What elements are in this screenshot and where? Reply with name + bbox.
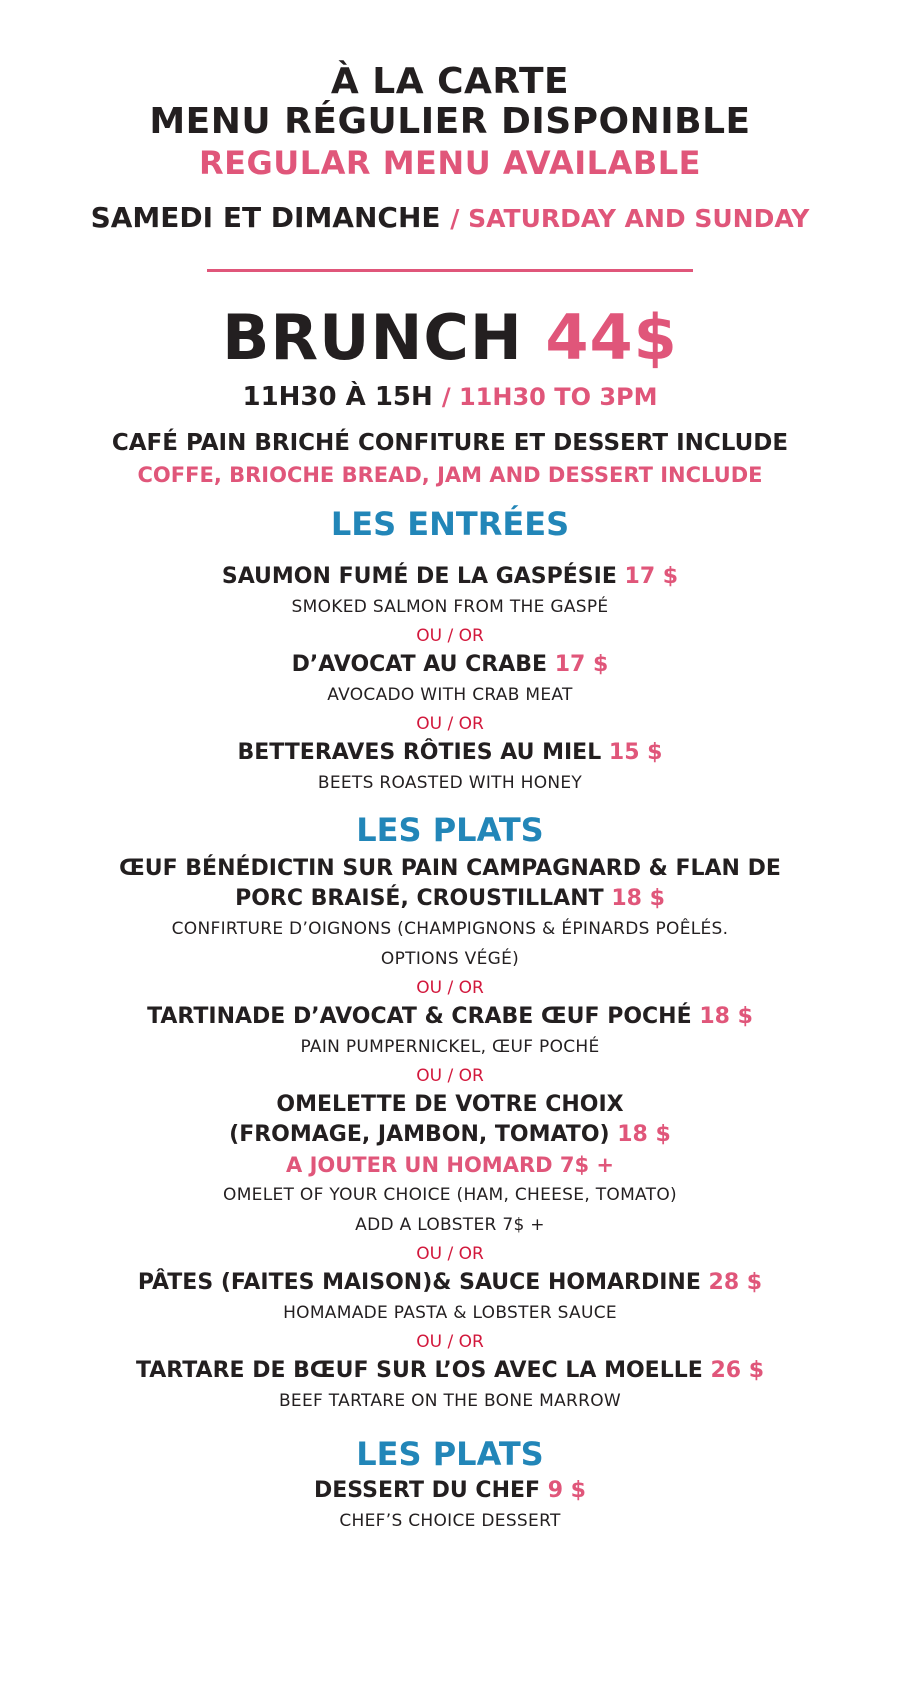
or-separator: OU / OR [416, 626, 484, 646]
item-description: HOMAMADE PASTA & LOBSTER SAUCE [283, 1303, 617, 1323]
brunch-price: 44$ [545, 301, 678, 374]
hours-fr: 11H30 À 15H [242, 382, 433, 412]
days-line [0, 198, 900, 239]
brunch-hours [0, 378, 900, 416]
header-divider [207, 269, 693, 272]
item-description: SMOKED SALMON FROM THE GASPÉ [291, 597, 609, 617]
header-line-regular-menu: REGULAR MENU AVAILABLE [199, 144, 701, 182]
header-line-menu-regulier: MENU RÉGULIER DISPONIBLE [149, 101, 751, 142]
menu-item [0, 1002, 900, 1062]
or-separator: OU / OR [416, 978, 484, 998]
menu-item [0, 562, 900, 622]
plats-list [0, 854, 900, 1416]
includes-en: COFFE, BRIOCHE BREAD, JAM AND DESSERT INCLUDE [137, 463, 763, 487]
item-description: CHEF’S CHOICE DESSERT [339, 1511, 561, 1531]
includes-fr: CAFÉ PAIN BRICHÉ CONFITURE ET DESSERT INCLUDE [111, 430, 789, 456]
item-price: 15 $ [608, 740, 663, 765]
menu-item [0, 854, 900, 974]
item-name: BETTERAVES RÔTIES AU MIEL 15 $ [237, 740, 663, 765]
item-price: 17 $ [624, 564, 679, 589]
item-name: D’AVOCAT AU CRABE 17 $ [291, 652, 609, 677]
or-separator: OU / OR [416, 714, 484, 734]
item-name: PORC BRAISÉ, CROUSTILLANT 18 $ [235, 886, 665, 911]
item-name: SAUMON FUMÉ DE LA GASPÉSIE 17 $ [221, 564, 679, 589]
item-price: 18 $ [699, 1004, 753, 1029]
item-name: DESSERT DU CHEF 9 $ [314, 1478, 586, 1503]
menu-item [0, 1356, 900, 1416]
section-title-entrees: LES ENTRÉES [330, 505, 570, 543]
item-description: OMELET OF YOUR CHOICE (HAM, CHEESE, TOMATO) [223, 1185, 677, 1205]
item-addon: A JOUTER UN HOMARD 7$ + [286, 1153, 614, 1177]
brunch-label: BRUNCH [222, 301, 523, 374]
menu-header [0, 0, 900, 239]
item-price: 17 $ [554, 652, 609, 677]
or-separator: OU / OR [416, 1244, 484, 1264]
item-name: TARTARE DE BŒUF SUR L’OS AVEC LA MOELLE 26 $ [135, 1358, 765, 1383]
item-description: AVOCADO WITH CRAB MEAT [327, 685, 573, 705]
item-description: CONFIRTURE D’OIGNONS (CHAMPIGNONS & ÉPINARDS POÊLÉS. [171, 919, 729, 939]
item-price: 28 $ [708, 1270, 763, 1295]
item-description: ADD A LOBSTER 7$ + [355, 1215, 545, 1235]
brunch-title [0, 302, 900, 374]
hours-en: / 11H30 TO 3PM [441, 383, 658, 411]
days-en: / SATURDAY AND SUNDAY [450, 204, 810, 233]
item-name: OMELETTE DE VOTRE CHOIX [276, 1092, 624, 1117]
section-title-plats: LES PLATS [356, 811, 544, 849]
item-name: PÂTES (FAITES MAISON)& SAUCE HOMARDINE 28 $ [137, 1270, 763, 1295]
item-description: BEEF TARTARE ON THE BONE MARROW [278, 1391, 622, 1411]
header-line-a-la-carte: À LA CARTE [330, 61, 570, 102]
item-price: 18 $ [611, 886, 665, 911]
menu-item [0, 738, 900, 798]
item-price: 18 $ [617, 1122, 671, 1147]
or-separator: OU / OR [416, 1066, 484, 1086]
or-separator: OU / OR [416, 1332, 484, 1352]
item-description: PAIN PUMPERNICKEL, ŒUF POCHÉ [300, 1037, 600, 1057]
brunch-includes [0, 426, 900, 490]
menu-item [0, 1090, 900, 1240]
menu-item [0, 1476, 900, 1536]
days-fr: SAMEDI ET DIMANCHE [90, 201, 441, 234]
item-price: 26 $ [710, 1358, 765, 1383]
item-name: TARTINADE D’AVOCAT & CRABE ŒUF POCHÉ 18 $ [147, 1004, 753, 1029]
section-title-desserts: LES PLATS [356, 1435, 544, 1473]
item-description: OPTIONS VÉGÉ) [380, 949, 520, 969]
desserts-list [0, 1476, 900, 1536]
item-description: BEETS ROASTED WITH HONEY [317, 773, 583, 793]
item-price: 9 $ [547, 1478, 586, 1503]
item-name: ŒUF BÉNÉDICTIN SUR PAIN CAMPAGNARD & FLAN DE [119, 856, 781, 881]
entrees-list [0, 562, 900, 798]
item-name: (FROMAGE, JAMBON, TOMATO) 18 $ [229, 1122, 671, 1147]
menu-item [0, 1268, 900, 1328]
menu-item [0, 650, 900, 710]
